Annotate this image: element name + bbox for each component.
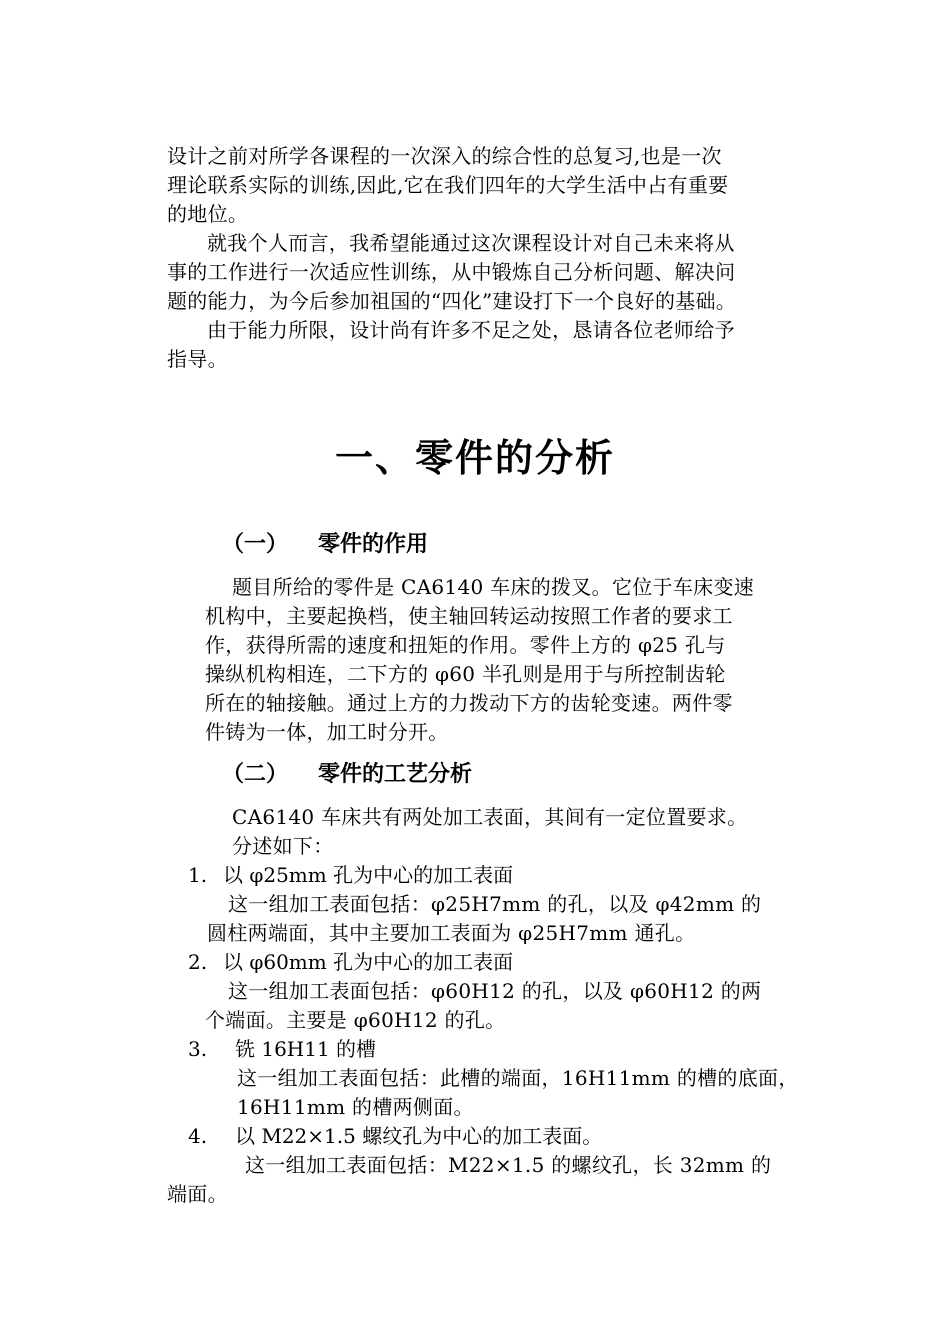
list-item-line: 这一组加工表面包括：M22×1.5 的螺纹孔，长 32mm 的 — [245, 1153, 772, 1177]
section1-line: 件铸为一体，加工时分开。 — [205, 720, 449, 744]
intro-line: 设计之前对所学各课程的一次深入的综合性的总复习,也是一次 — [167, 144, 722, 168]
list-item-title — [188, 948, 513, 977]
section1-line: 作，获得所需的速度和扭矩的作用。零件上方的 φ25 孔与 — [205, 633, 726, 657]
intro-line: 事的工作进行一次适应性训练，从中锻炼自己分析问题、解决问 — [167, 260, 736, 284]
list-item-number: 2. — [188, 950, 208, 974]
list-item-number: 3. — [188, 1037, 208, 1061]
list-item-number: 4. — [188, 1124, 208, 1148]
section-title: 零件的工艺分析 — [318, 762, 473, 787]
section1-line: 机构中，主要起换档，使主轴回转运动按照工作者的要求工 — [205, 604, 733, 628]
intro-line: 的地位。 — [167, 202, 249, 226]
list-item-line: 圆柱两端面，其中主要加工表面为 φ25H7mm 通孔。 — [207, 921, 696, 945]
list-item-line: 这一组加工表面包括：φ60H12 的孔，以及 φ60H12 的两 — [228, 979, 762, 1003]
list-item-text: 以 φ60mm 孔为中心的加工表面 — [223, 950, 514, 974]
section-number: （一） — [222, 532, 289, 557]
intro-line: 由于能力所限，设计尚有许多不足之处，恳请各位老师给予 — [207, 318, 735, 342]
list-item-title — [188, 861, 513, 890]
chapter-title: 一、零件的分析 — [334, 436, 615, 480]
section-heading — [222, 530, 428, 560]
list-item-line: 个端面。主要是 φ60H12 的孔。 — [205, 1008, 506, 1032]
section-heading — [222, 760, 472, 790]
list-item-line: 端面。 — [167, 1182, 228, 1206]
intro-line: 理论联系实际的训练,因此,它在我们四年的大学生活中占有重要 — [167, 173, 729, 197]
section-number: （二） — [222, 762, 289, 787]
section2-line: 分述如下： — [232, 834, 334, 858]
section-title: 零件的作用 — [318, 532, 429, 557]
list-item-number: 1. — [188, 863, 208, 887]
list-item-line: 16H11mm 的槽两侧面。 — [237, 1095, 474, 1119]
section1-line: 题目所给的零件是 CA6140 车床的拨叉。它位于车床变速 — [232, 575, 755, 599]
list-item-text: 铣 16H11 的槽 — [235, 1037, 377, 1061]
intro-line: 指导。 — [167, 347, 228, 371]
section1-line: 操纵机构相连，二下方的 φ60 半孔则是用于与所控制齿轮 — [205, 662, 726, 686]
list-item-text: 以 φ25mm 孔为中心的加工表面 — [223, 863, 514, 887]
list-item-text: 以 M22×1.5 螺纹孔为中心的加工表面。 — [235, 1124, 603, 1148]
list-item-title — [188, 1122, 602, 1151]
list-item-line: 这一组加工表面包括：φ25H7mm 的孔，以及 φ42mm 的 — [228, 892, 762, 916]
list-item-title — [188, 1035, 376, 1064]
list-item-line: 这一组加工表面包括：此槽的端面，16H11mm 的槽的底面， — [237, 1066, 799, 1090]
intro-line: 就我个人而言，我希望能通过这次课程设计对自己未来将从 — [207, 231, 735, 255]
intro-line: 题的能力，为今后参加祖国的“四化”建设打下一个良好的基础。 — [167, 289, 737, 313]
section2-line: CA6140 车床共有两处加工表面，其间有一定位置要求。 — [232, 805, 748, 829]
section1-line: 所在的轴接触。通过上方的力拨动下方的齿轮变速。两件零 — [205, 691, 733, 715]
